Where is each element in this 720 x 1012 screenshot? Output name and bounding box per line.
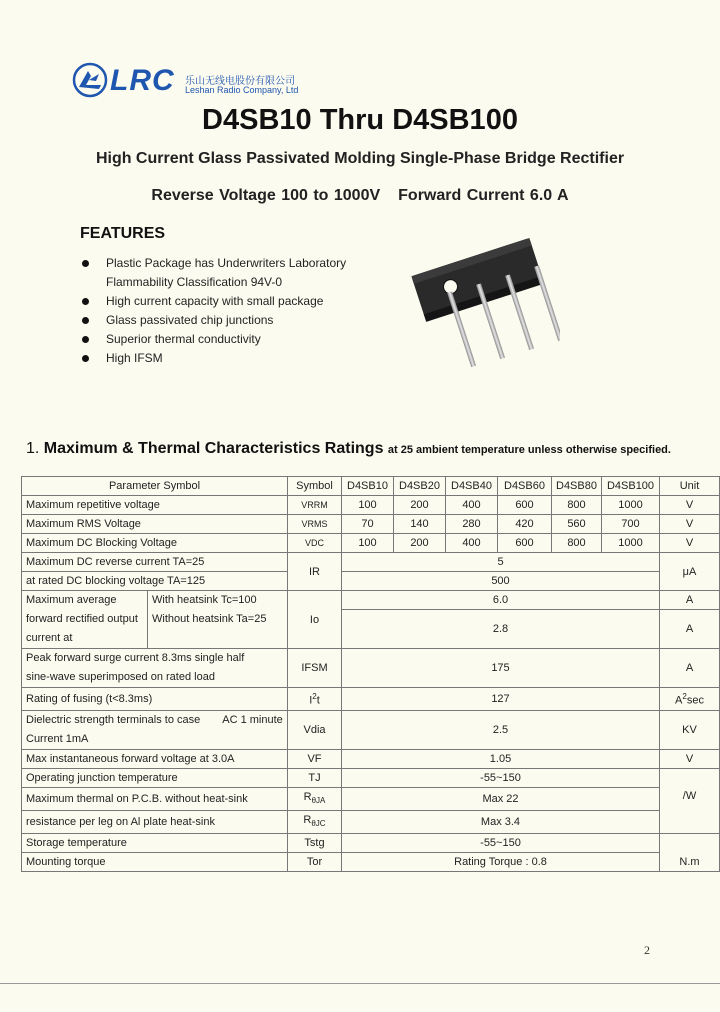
value-cell: 700 [602, 515, 660, 534]
unit-cell: A [660, 591, 720, 610]
feature-item: Glass passivated chip junctions [80, 311, 380, 330]
param-cell: at rated DC blocking voltage TA=125 [22, 572, 288, 591]
param-line: forward rectified output [26, 613, 138, 625]
ratings-table [21, 476, 720, 872]
section-heading [26, 440, 671, 458]
feature-item: Plastic Package has Underwriters Laboratory [80, 254, 380, 273]
param-cell: Operating junction temperature [22, 768, 288, 787]
symbol-cell [288, 810, 342, 833]
param-line: Peak forward surge current 8.3ms single half [26, 652, 245, 664]
value-cell: 2.8 [342, 610, 660, 649]
param-line [26, 711, 283, 730]
value-cell: 6.0 [342, 591, 660, 610]
page-number: 2 [644, 943, 650, 957]
unit-cell: V [660, 749, 720, 768]
bridge-rectifier-package-image [410, 226, 560, 376]
table-row-tj [22, 768, 720, 787]
value-cell: 200 [394, 534, 446, 553]
condition-cell: Without heatsink Ta=25 [148, 610, 288, 649]
unit-cell: A [660, 649, 720, 688]
header-d4sb80: D4SB80 [552, 477, 602, 496]
value-cell: 140 [394, 515, 446, 534]
company-name-chinese: 乐山无线电股份有限公司 [185, 76, 295, 87]
param-line: sine-wave superimposed on rated load [26, 671, 215, 683]
unit-cell: V [660, 496, 720, 515]
value-cell: 200 [394, 496, 446, 515]
param-cell: Maximum repetitive voltage [22, 496, 288, 515]
value-cell: 100 [342, 496, 394, 515]
param-cell: Maximum DC reverse current TA=25 [22, 553, 288, 572]
footer-divider [0, 983, 720, 984]
section-number: 1. [26, 440, 40, 457]
value-cell: 127 [342, 688, 660, 711]
symbol-subscript: θJA [311, 795, 326, 805]
header-symbol: Symbol [288, 477, 342, 496]
param-cell: Mounting torque [22, 853, 288, 872]
symbol-cell: Io [288, 591, 342, 649]
table-row-vf [22, 749, 720, 768]
forward-current-rating: Forward Current 6.0 A [398, 187, 569, 204]
symbol-cell [288, 688, 342, 711]
symbol-cell: VDC [288, 534, 342, 553]
value-cell: 100 [342, 534, 394, 553]
param-cell: Maximum DC Blocking Voltage [22, 534, 288, 553]
header-unit: Unit [660, 477, 720, 496]
value-cell: 600 [498, 534, 552, 553]
value-cell: 175 [342, 649, 660, 688]
symbol-tail: t [316, 694, 320, 707]
value-cell: 400 [446, 496, 498, 515]
unit-cell: /W [660, 787, 720, 833]
symbol-superscript: 2 [312, 692, 317, 701]
value-cell: 800 [552, 534, 602, 553]
param-cell: Max instantaneous forward voltage at 3.0A [22, 749, 288, 768]
header-d4sb20: D4SB20 [394, 477, 446, 496]
table-row-ir-1 [22, 553, 720, 572]
value-cell: 70 [342, 515, 394, 534]
feature-item: High IFSM [80, 349, 380, 368]
value-cell: 800 [552, 496, 602, 515]
table-row-vrrm [22, 496, 720, 515]
logo-text: LRC [110, 64, 175, 97]
symbol-cell: IFSM [288, 649, 342, 688]
value-cell: Max 3.4 [342, 810, 660, 833]
unit-cell: A [660, 610, 720, 649]
section-title: Maximum & Thermal Characteristics Ratings [43, 440, 384, 457]
param-cell [22, 710, 288, 749]
table-row-rja [22, 787, 720, 810]
value-cell: 2.5 [342, 710, 660, 749]
feature-item-continuation: Flammability Classification 94V-0 [106, 275, 283, 289]
value-cell: 1.05 [342, 749, 660, 768]
header-d4sb10: D4SB10 [342, 477, 394, 496]
symbol-main: R [303, 813, 312, 826]
document-title: D4SB10 Thru D4SB100 [202, 104, 518, 136]
symbol-cell: Tstg [288, 834, 342, 853]
param-condition: AC 1 minute [222, 713, 283, 726]
table-row-io-1 [22, 591, 720, 610]
feature-item: High current capacity with small package [80, 292, 380, 311]
table-row-rjc [22, 810, 720, 833]
value-cell: 500 [342, 572, 660, 591]
table-row-ifsm [22, 649, 720, 688]
value-cell: 280 [446, 515, 498, 534]
table-row-vdc [22, 534, 720, 553]
table-row-vrms [22, 515, 720, 534]
unit-main: A [675, 694, 683, 707]
symbol-main: R [303, 790, 312, 803]
symbol-cell: VRMS [288, 515, 342, 534]
features-list [80, 254, 380, 368]
header-d4sb40: D4SB40 [446, 477, 498, 496]
param-cell: Rating of fusing (t<8.3ms) [22, 688, 288, 711]
header-d4sb60: D4SB60 [498, 477, 552, 496]
value-cell: -55~150 [342, 834, 660, 853]
param-line: current at [26, 632, 73, 644]
param-line: Current 1mA [26, 732, 89, 745]
ratings-line [0, 187, 720, 205]
table-row-vdia [22, 710, 720, 749]
unit-superscript: 2 [682, 692, 687, 701]
unit-cell: V [660, 515, 720, 534]
feature-item: Superior thermal conductivity [80, 330, 380, 349]
table-header-row [22, 477, 720, 496]
table-row-ir-2 [22, 572, 720, 591]
param-cell [22, 591, 148, 649]
features-heading: FEATURES [80, 225, 166, 242]
section-note: at 25 ambient temperature unless otherwise specified. [387, 444, 671, 456]
symbol-cell: TJ [288, 768, 342, 787]
symbol-subscript: θJC [311, 819, 326, 829]
symbol-main: I [309, 694, 313, 707]
unit-cell: N.m [660, 853, 720, 872]
reverse-voltage-rating: Reverse Voltage 100 to 1000V [151, 187, 381, 204]
param-text: Dielectric strength terminals to case [26, 713, 201, 726]
company-name-english: Leshan Radio Company, Ltd [185, 85, 299, 95]
table-row-i2t [22, 688, 720, 711]
value-cell: 420 [498, 515, 552, 534]
symbol-cell: VRRM [288, 496, 342, 515]
param-cell: Maximum thermal on P.C.B. without heat-sink [22, 787, 288, 810]
unit-cell [660, 688, 720, 711]
symbol-cell [288, 787, 342, 810]
table-row-tor [22, 853, 720, 872]
unit-cell: KV [660, 710, 720, 749]
value-cell: Rating Torque : 0.8 [342, 853, 660, 872]
value-cell: -55~150 [342, 768, 660, 787]
value-cell: 1000 [602, 496, 660, 515]
value-cell: 1000 [602, 534, 660, 553]
header-d4sb100: D4SB100 [602, 477, 660, 496]
value-cell: 400 [446, 534, 498, 553]
lrc-emblem-icon [72, 62, 108, 98]
param-cell: Storage temperature [22, 834, 288, 853]
company-logo [72, 62, 332, 102]
unit-cell: V [660, 534, 720, 553]
param-cell: Maximum RMS Voltage [22, 515, 288, 534]
value-cell: 560 [552, 515, 602, 534]
param-line: Maximum average [26, 594, 117, 606]
symbol-cell: Tor [288, 853, 342, 872]
symbol-cell: VF [288, 749, 342, 768]
header-parameter: Parameter Symbol [22, 477, 288, 496]
condition-cell: With heatsink Tc=100 [148, 591, 288, 610]
symbol-cell: Vdia [288, 710, 342, 749]
document-subtitle: High Current Glass Passivated Molding Single-Phase Bridge Rectifier [95, 150, 625, 167]
unit-tail: sec [686, 694, 704, 707]
param-cell: resistance per leg on Al plate heat-sink [22, 810, 288, 833]
value-cell: 600 [498, 496, 552, 515]
unit-cell [660, 834, 720, 853]
symbol-cell: IR [288, 553, 342, 591]
unit-cell: μA [660, 553, 720, 591]
value-cell: Max 22 [342, 787, 660, 810]
param-cell [22, 649, 288, 688]
value-cell: 5 [342, 553, 660, 572]
table-row-tstg [22, 834, 720, 853]
unit-cell [660, 768, 720, 787]
